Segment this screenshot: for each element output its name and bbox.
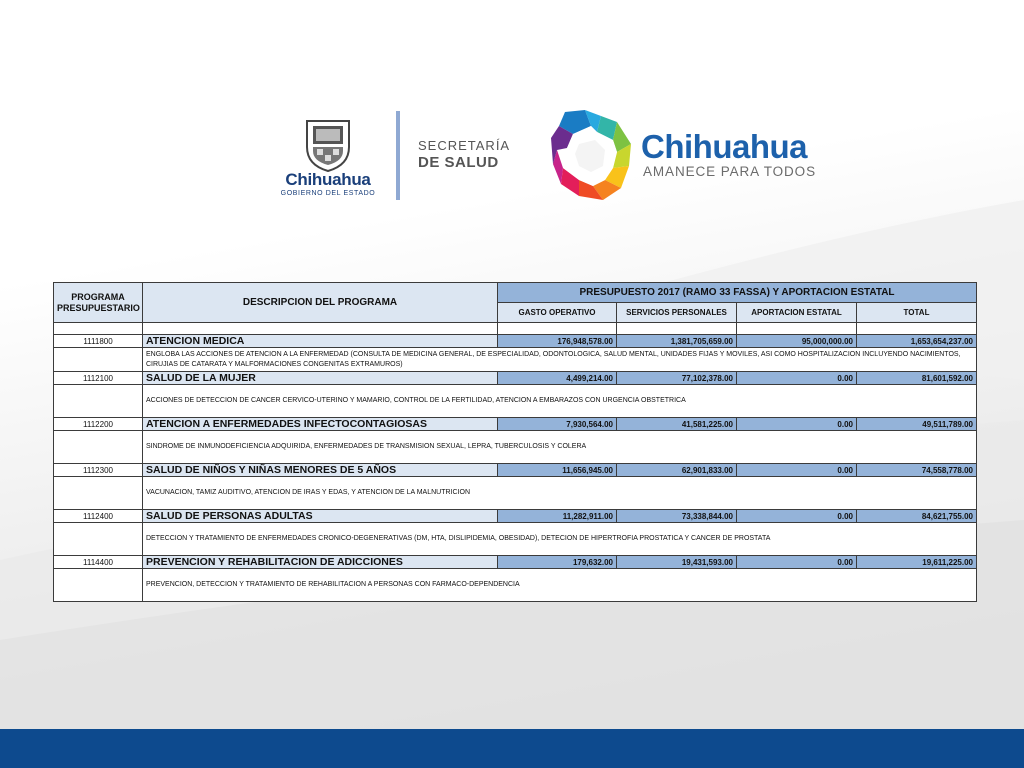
empty-cell (54, 385, 143, 418)
program-name: ATENCION MEDICA (143, 335, 498, 348)
header-aportacion-estatal: APORTACION ESTATAL (737, 303, 857, 323)
program-name: PREVENCION Y REHABILITACION DE ADICCIONES (143, 556, 498, 569)
servicios-personales-value: 19,431,593.00 (617, 556, 737, 569)
aportacion-estatal-value: 0.00 (737, 418, 857, 431)
program-row (54, 556, 977, 569)
de-salud-label: DE SALUD (418, 154, 499, 171)
program-row (54, 464, 977, 477)
aportacion-estatal-value: 95,000,000.00 (737, 335, 857, 348)
total-value: 84,621,755.00 (857, 510, 977, 523)
header-descripcion: DESCRIPCION DEL PROGRAMA (143, 283, 498, 323)
program-description-row (54, 523, 977, 556)
secretaria-label: SECRETARÍA (418, 138, 511, 153)
empty-cell (54, 477, 143, 510)
gasto-operativo-value: 11,656,945.00 (498, 464, 617, 477)
logo-divider (396, 111, 400, 200)
header-servicios-personales: SERVICIOS PERSONALES (617, 303, 737, 323)
aportacion-estatal-value: 0.00 (737, 556, 857, 569)
header-gasto-operativo: GASTO OPERATIVO (498, 303, 617, 323)
total-value: 49,511,789.00 (857, 418, 977, 431)
total-value: 1,653,654,237.00 (857, 335, 977, 348)
program-code: 1112100 (54, 372, 143, 385)
program-row (54, 418, 977, 431)
program-description: ACCIONES DE DETECCION DE CANCER CERVICO-UTERINO Y MAMARIO, CONTROL DE LA FERTILIDAD, ATENCION A EMBARAZOS CON URGENCIA OBSTETRICA (143, 385, 977, 418)
program-code: 1112300 (54, 464, 143, 477)
program-name: SALUD DE PERSONAS ADULTAS (143, 510, 498, 523)
program-description: PREVENCION, DETECCION Y TRATAMIENTO DE REHABILITACION A PERSONAS CON FARMACO-DEPENDENCIA (143, 569, 977, 602)
program-description: VACUNACION, TAMIZ AUDITIVO, ATENCION DE IRAS Y EDAS, Y ATENCION DE LA MALNUTRICION (143, 477, 977, 510)
gasto-operativo-value: 4,499,214.00 (498, 372, 617, 385)
program-code: 1112200 (54, 418, 143, 431)
total-value: 81,601,592.00 (857, 372, 977, 385)
header-programa: PROGRAMA PRESUPUESTARIO (54, 283, 143, 323)
gobierno-subtitle: GOBIERNO DEL ESTADO (280, 190, 376, 197)
servicios-personales-value: 1,381,705,659.00 (617, 335, 737, 348)
gobierno-logo (276, 112, 380, 202)
program-description-row (54, 348, 977, 372)
empty-cell (54, 569, 143, 602)
empty-cell (54, 523, 143, 556)
program-name: ATENCION A ENFERMEDADES INFECTOCONTAGIOSAS (143, 418, 498, 431)
program-description: ENGLOBA LAS ACCIONES DE ATENCION A LA ENFERMEDAD (CONSULTA DE MEDICINA GENERAL, DE ESPECIALIDAD, ODONTOLOGICA, SALUD MENTAL, UNIDADES FIJAS Y MOVILES, ASI COMO HOSPITALIZACION INCLUYENDO NACIMIENTOS, CIRUJIAS DE CATARATA Y MALFORMACIONES CONGENITAS EXTRAMUROS) (143, 348, 977, 372)
servicios-personales-value: 62,901,833.00 (617, 464, 737, 477)
program-name: SALUD DE NIÑOS Y NIÑAS MENORES DE 5 AÑOS (143, 464, 498, 477)
chihuahua-title: Chihuahua (641, 128, 807, 165)
gobierno-name: Chihuahua (285, 170, 371, 189)
budget-table (53, 282, 977, 602)
program-description-row (54, 385, 977, 418)
program-name: SALUD DE LA MUJER (143, 372, 498, 385)
program-code: 1112400 (54, 510, 143, 523)
program-description-row (54, 569, 977, 602)
program-row (54, 510, 977, 523)
program-description-row (54, 477, 977, 510)
aportacion-estatal-value: 0.00 (737, 372, 857, 385)
chihuahua-state-logo-icon (551, 108, 633, 202)
gasto-operativo-value: 179,632.00 (498, 556, 617, 569)
gasto-operativo-value: 7,930,564.00 (498, 418, 617, 431)
program-row (54, 372, 977, 385)
aportacion-estatal-value: 0.00 (737, 510, 857, 523)
spacer-row (54, 323, 977, 335)
empty-cell (54, 348, 143, 372)
gasto-operativo-value: 11,282,911.00 (498, 510, 617, 523)
header-presupuesto: PRESUPUESTO 2017 (RAMO 33 FASSA) Y APORTACION ESTATAL (498, 283, 977, 303)
aportacion-estatal-value: 0.00 (737, 464, 857, 477)
total-value: 19,611,225.00 (857, 556, 977, 569)
header-total: TOTAL (857, 303, 977, 323)
program-description: DETECCION Y TRATAMIENTO DE ENFERMEDADES CRONICO-DEGENERATIVAS (DM, HTA, DISLIPIDEMIA, OBESIDAD), DETECION DE HIPERTROFIA PROSTATICA Y CANCER DE PROSTATA (143, 523, 977, 556)
empty-cell (54, 431, 143, 464)
coat-of-arms-icon (303, 117, 353, 173)
program-description-row (54, 431, 977, 464)
program-code: 1114400 (54, 556, 143, 569)
servicios-personales-value: 77,102,378.00 (617, 372, 737, 385)
footer-bar (0, 729, 1024, 768)
program-code: 1111800 (54, 335, 143, 348)
program-description: SINDROME DE INMUNODEFICIENCIA ADQUIRIDA, ENFERMEDADES DE TRANSMISION SEXUAL, LEPRA, TUBERCULOSIS Y COLERA (143, 431, 977, 464)
program-row (54, 335, 977, 348)
servicios-personales-value: 73,338,844.00 (617, 510, 737, 523)
chihuahua-slogan: AMANECE PARA TODOS (643, 164, 816, 179)
servicios-personales-value: 41,581,225.00 (617, 418, 737, 431)
total-value: 74,558,778.00 (857, 464, 977, 477)
gasto-operativo-value: 176,948,578.00 (498, 335, 617, 348)
